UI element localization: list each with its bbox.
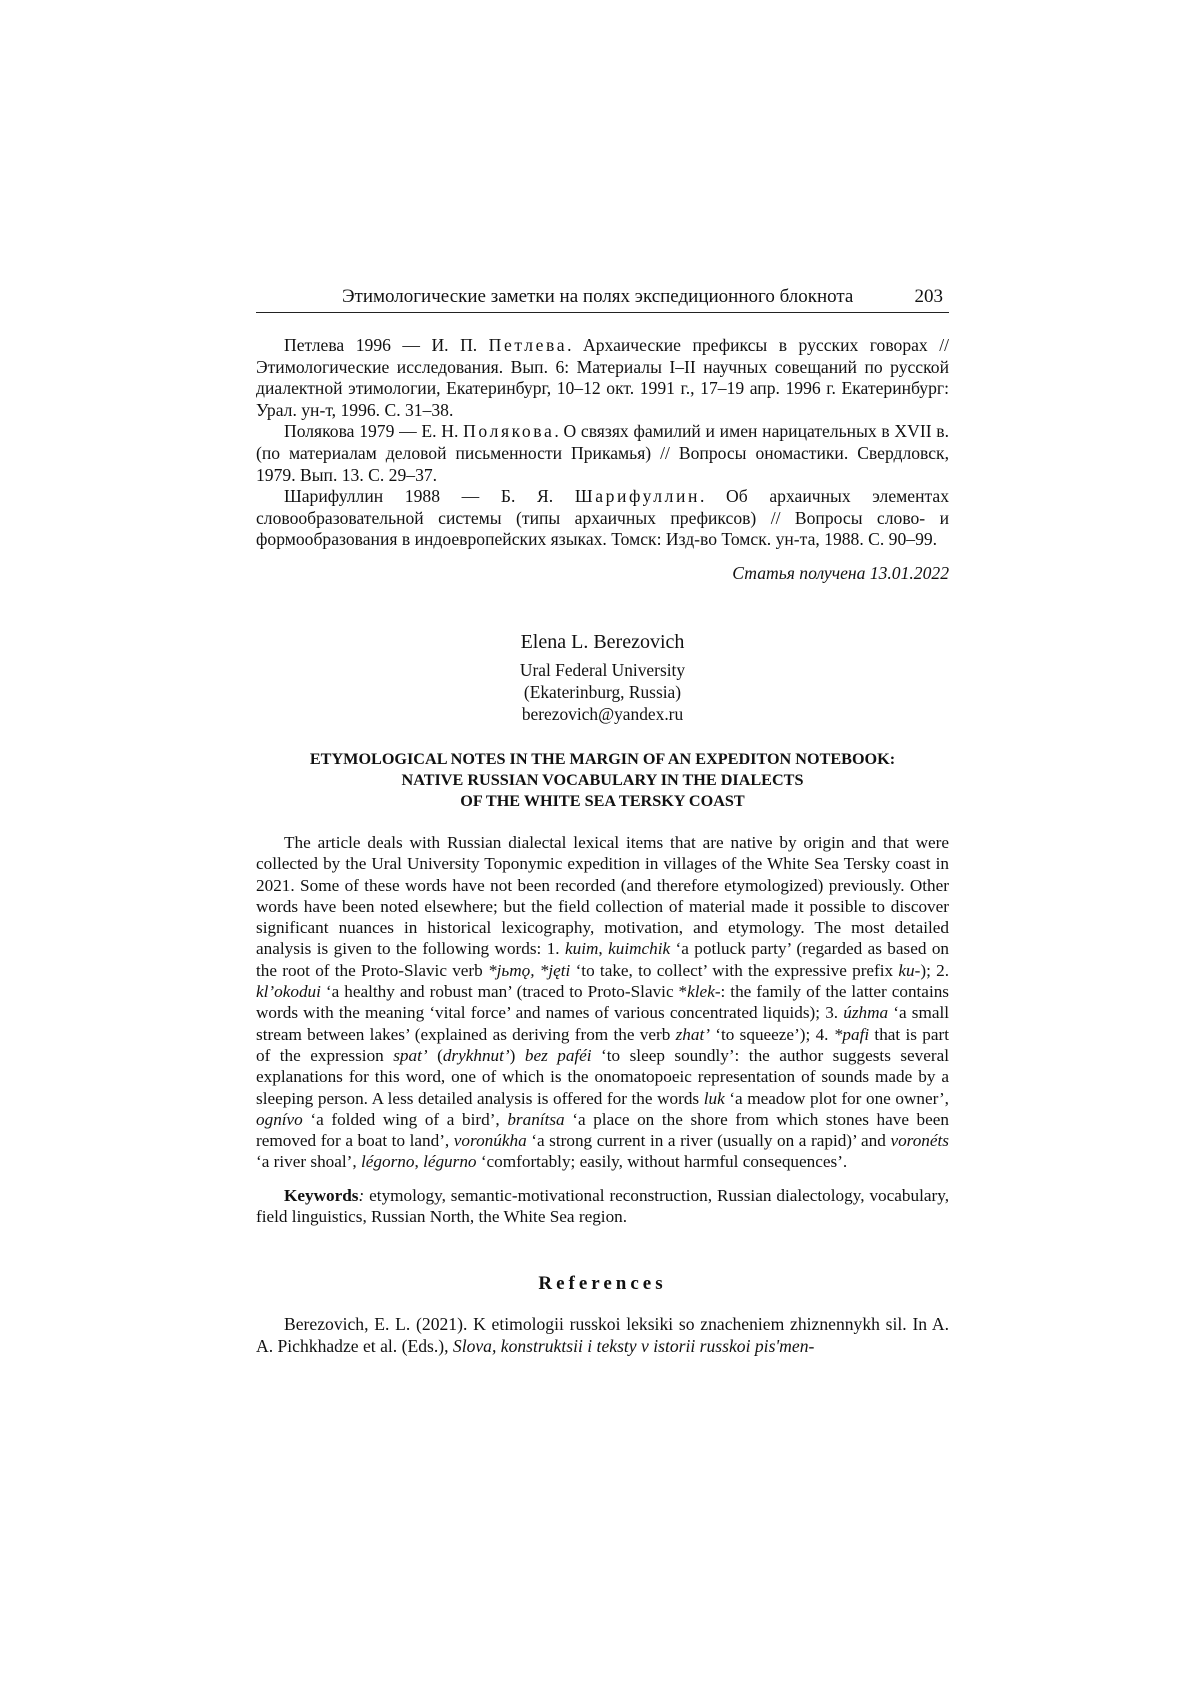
author-block: [256, 628, 949, 725]
reference-entry: Шарифуллин 1988 — Б. Я. Шарифуллин. Об архаичных элементах словообразовательной системы (типы архаичных префиксов) // Вопросы слово- и формообразования в индоевропейских языках. Томск: Изд-во Томск. ун-та, 1988. С. 90–99.: [256, 486, 949, 550]
title-line: NATIVE RUSSIAN VOCABULARY IN THE DIALECTS: [401, 770, 804, 789]
title-line: ETYMOLOGICAL NOTES IN THE MARGIN OF AN EXPEDITON NOTEBOOK:: [309, 749, 896, 768]
author-affiliation: Ural Federal University: [519, 659, 686, 680]
russian-references: [256, 335, 949, 551]
author-location: (Ekaterinburg, Russia): [523, 681, 682, 702]
reference-entry: Петлева 1996 — И. П. Петлева. Архаические префиксы в русских говорах // Этимологические исследования. Вып. 6: Материалы I–II научных совещаний по русской диалектной этимологии, Екатеринбург, 10–12 окт. 1991 г., 17–19 апр. 1996 г. Екатеринбург: Урал. ун-т, 1996. С. 31–38.: [256, 335, 949, 420]
abstract: The article deals with Russian dialectal lexical items that are native by origin and that were collected by the Ural University Toponymic expedition in villages of the White Sea Tersky coast in 2021. Some of these words have not been recorded (and therefore etymologized) previously. Other words have been noted elsewhere; but the field collection of material made it possible to discover significant nuances in historical lexicography, motivation, and etymology. The most detailed analysis is given to the following words: 1. kuim, kuimchik ‘a potluck party’ (regarded as based on the root of the Proto-Slavic verb *jьmǫ, *jęti ‘to take, to collect’ with the expressive prefix ku-); 2. kl’okodui ‘a healthy and robust man’ (traced to Proto-Slavic *klek-: the family of the latter contains words with the meaning ‘vital force’ and names of various concentrated liquids); 3. úzhma ‘a small stream between lakes’ (explained as deriving from the verb zhat’ ‘to squeeze’); 4. *pafi that is part of the expression spat’ (drykhnut’) bez paféi ‘to sleep soundly’: the author suggests several explanations for this word, one of which is the onomatopoeic representation of sounds made by a sleeping person. A less detailed analysis is offered for the words luk ‘a meadow plot for one owner’, ognívo ‘a folded wing of a bird’, branítsa ‘a place on the shore from which stones have been removed for a boat to land’, voronúkha ‘a strong current in a river (usually on a rapid)’ and voronéts ‘a river shoal’, légorno, légurno ‘comfortably; easily, without harmful consequences’.: [256, 832, 950, 1172]
reference-entry: Berezovich, E. L. (2021). K etimologii russkoi leksiki so znacheniem zhiznennykh sil. In A. A. Pichkhadze et al. (Eds.), Slova, konstruktsii i teksty v istorii russkoi pis'men-: [256, 1314, 949, 1357]
running-title: Этимологические заметки на полях экспедиционного блокнота: [342, 286, 854, 307]
references-heading: References: [538, 1273, 667, 1295]
page-number: 203: [914, 286, 943, 307]
running-header: [256, 284, 949, 313]
received-date: Статья получена 13.01.2022: [732, 562, 949, 583]
keywords: Keywords: etymology, semantic-motivational reconstruction, Russian dialectology, vocabulary, field linguistics, Russian North, the White Sea region.: [256, 1185, 949, 1226]
keywords-label: Keywords: [284, 1185, 359, 1205]
author-email: berezovich@yandex.ru: [521, 703, 684, 724]
reference-entry: Полякова 1979 — Е. Н. Полякова. О связях фамилий и имен нарицательных в XVII в. (по материалам деловой письменности Прикамья) // Вопросы ономастики. Свердловск, 1979. Вып. 13. С. 29–37.: [256, 421, 949, 485]
author-name: Elena L. Berezovich: [520, 630, 685, 653]
title-line: OF THE WHITE SEA TERSKY COAST: [460, 791, 745, 810]
article-title: [256, 749, 949, 812]
page: [256, 284, 949, 1375]
